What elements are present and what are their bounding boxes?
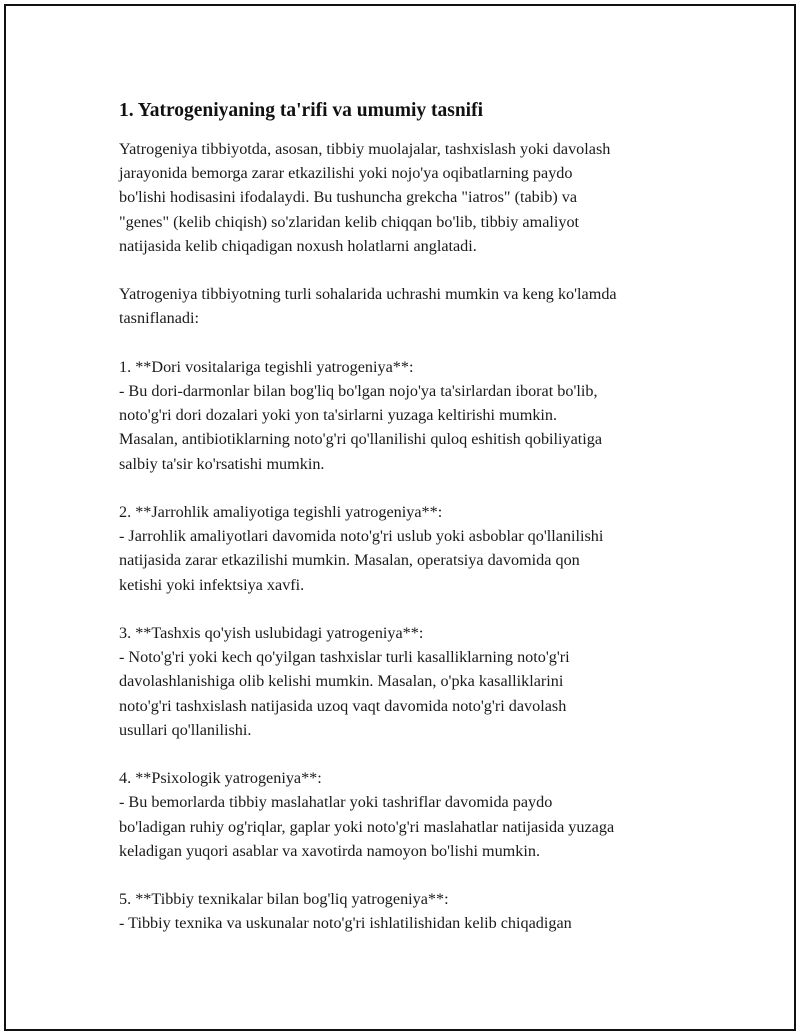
- classification-intro-paragraph: Yatrogeniya tibbiyotning turli sohalarida uchrashi mumkin va keng ko'lamda tasniflanadi:: [119, 285, 617, 328]
- list-item-body: - Bu bemorlarda tibbiy maslahatlar yoki tashriflar davomida paydo bo'ladigan ruhiy og'riqlar, gaplar yoki noto'g'ri maslahatlar natijasida yuzaga keladigan yuqori asablar va xavotirda namoyon bo'lishi mumkin.: [119, 793, 615, 860]
- paragraph-gap: [119, 476, 709, 500]
- list-item-heading: 2. **Jarrohlik amaliyotiga tegishli yatrogeniya**:: [119, 503, 443, 521]
- list-item-body: - Bu dori-darmonlar bilan bog'liq bo'lgan nojo'ya ta'sirlardan iborat bo'lib, noto'g'ri dori dozalari yoki yon ta'sirlarni yuzaga keltirishi mumkin. Masalan, antibiotiklarning noto'g'ri qo'llanilishi quloq eshitish qobiliyatiga salbiy ta'sir ko'rsatishi mumkin.: [119, 382, 603, 473]
- list-item-heading: 1. **Dori vositalariga tegishli yatrogeniya**:: [119, 357, 414, 376]
- list-item-heading: 4. **Psixologik yatrogeniya**:: [119, 769, 322, 788]
- list-item: [119, 766, 709, 863]
- list-item-body: - Noto'g'ri yoki kech qo'yilgan tashxislar turli kasalliklarning noto'g'ri davolashlanishiga olib kelishi mumkin. Masalan, o'pka kasalliklarini noto'g'ri tashxislash natijasida uzoq vaqt davomida noto'g'ri davolash usullari qo'llanilishi.: [119, 648, 570, 739]
- list-item-body: - Tibbiy texnika va uskunalar noto'g'ri ishlatilishidan kelib chiqadigan: [119, 914, 572, 933]
- list-item-heading: 3. **Tashxis qo'yish uslubidagi yatrogeniya**:: [119, 624, 424, 642]
- list-item: [119, 355, 709, 476]
- paragraph-gap: [119, 742, 709, 766]
- section-title: 1. Yatrogeniyaning ta'rifi va umumiy tasnifi: [119, 100, 484, 121]
- page-frame: [4, 4, 796, 1031]
- list-item-body: - Jarrohlik amaliyotlari davomida noto'g'ri uslub yoki asboblar qo'llanilishi natijasida zarar etkazilishi mumkin. Masalan, operatsiya davomida qon ketishi yoki infektsiya xavfi.: [119, 527, 604, 594]
- list-item: [119, 621, 709, 742]
- intro-paragraph: Yatrogeniya tibbiyotda, asosan, tibbiy muolajalar, tashxislash yoki davolash jarayonida bemorga zarar etkazilishi yoki nojo'ya oqibatlarning paydo bo'lishi hodisasini ifodalaydi. Bu tushuncha grekcha "iatros" (tabib) va "genes" (kelib chiqish) so'zlaridan kelib chiqqan bo'lib, tibbiy amaliyot natijasida kelib chiqadigan noxush holatlarni anglatadi.: [119, 140, 611, 255]
- paragraph-gap: [119, 331, 709, 355]
- list-item: [119, 887, 709, 935]
- paragraph-gap: [119, 863, 709, 887]
- paragraph-gap: [119, 597, 709, 621]
- document-body: [119, 98, 709, 936]
- list-item-heading: 5. **Tibbiy texnikalar bilan bog'liq yatrogeniya**:: [119, 890, 449, 909]
- paragraph-gap: [119, 258, 709, 282]
- list-item: [119, 500, 709, 597]
